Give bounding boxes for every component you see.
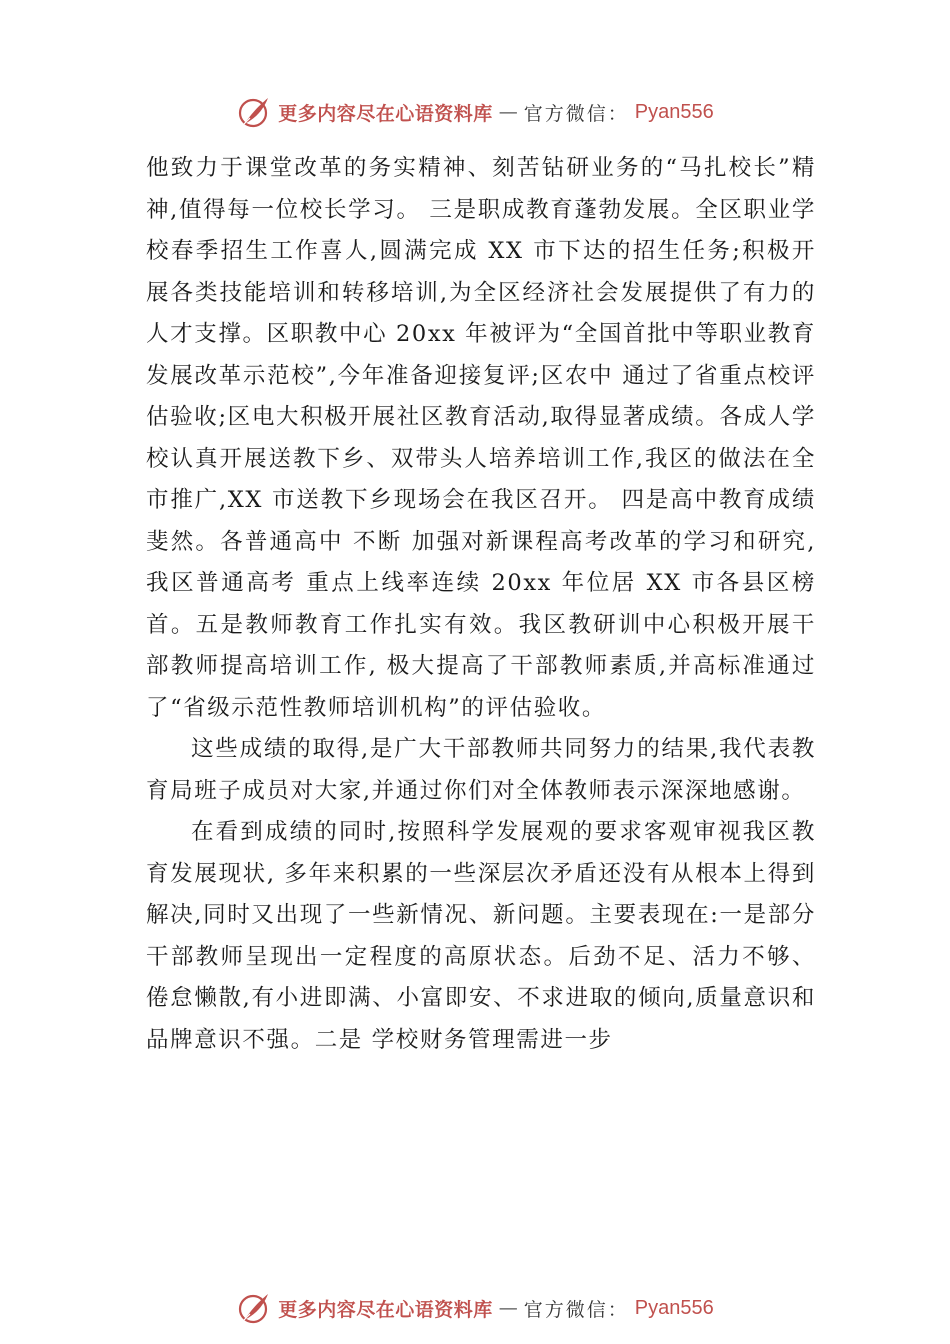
quill-logo-icon <box>236 94 272 130</box>
paragraph-thanks: 这些成绩的取得,是广大干部教师共同努力的结果,我代表教育局班子成员对大家,并通过你们对全体教师表示深深地感谢。 <box>146 736 816 804</box>
quill-logo-icon <box>236 1290 272 1326</box>
header-separator: — <box>498 101 518 123</box>
header-site-name: 更多内容尽在心语资料库 <box>278 102 493 125</box>
document-body <box>146 148 816 1061</box>
footer-wechat-id: Pyan556 <box>634 1296 714 1319</box>
footer-wechat-label: 官方微信： <box>523 1298 629 1321</box>
paragraph-continued: 他致力于课堂改革的务实精神、刻苦钻研业务的“马扎校长”精神,值得每一位校长学习。 三是职成教育蓬勃发展。全区职业学校春季招生工作喜人,圆满完成 XX 市下达的招生任务;积极开展各类技能培训和转移培训,为全区经济社会发展提供了有力的人才支撑。区职教中心 20xx 年被评为“全国首批中等职业教育发展改革示范校”,今年准备迎接复评;区农中 通过了省重点校评估验收;区电大积极开展社区教育活动,取得显著成绩。各成人学校认真开展送教下乡、双带头人培养培训工作,我区的做法在全市推广,XX 市送教下乡现场会在我区召开。 四是高中教育成绩斐然。各普通高中 不断 加强对新课程高考改革的学习和研究,我区普通高考 重点上线率连续 20xx 年位居 XX 市各县区榜首。五是教师教育工作扎实有效。我区教研训中心积极开展干部教师提高培训工作, 极大提高了干部教师素质,并高标准通过了“省级示范性教师培训机构”的评估验收。 <box>146 155 816 721</box>
footer-separator: — <box>498 1297 518 1319</box>
paragraph-problems: 在看到成绩的同时,按照科学发展观的要求客观审视我区教育发展现状, 多年来积累的一些深层次矛盾还没有从根本上得到解决,同时又出现了一些新情况、新问题。主要表现在:一是部分干部教师呈现出一定程度的高原状态。后劲不足、活力不够、倦怠懒散,有小进即满、小富即安、不求进取的倾向,质量意识和品牌意识不强。二是 学校财务管理需进一步 <box>146 819 816 1053</box>
header-banner <box>0 92 950 132</box>
footer-site-name: 更多内容尽在心语资料库 <box>278 1298 493 1321</box>
header-wechat-id: Pyan556 <box>634 100 714 123</box>
header-wechat-label: 官方微信： <box>523 102 629 125</box>
footer-banner <box>0 1288 950 1328</box>
